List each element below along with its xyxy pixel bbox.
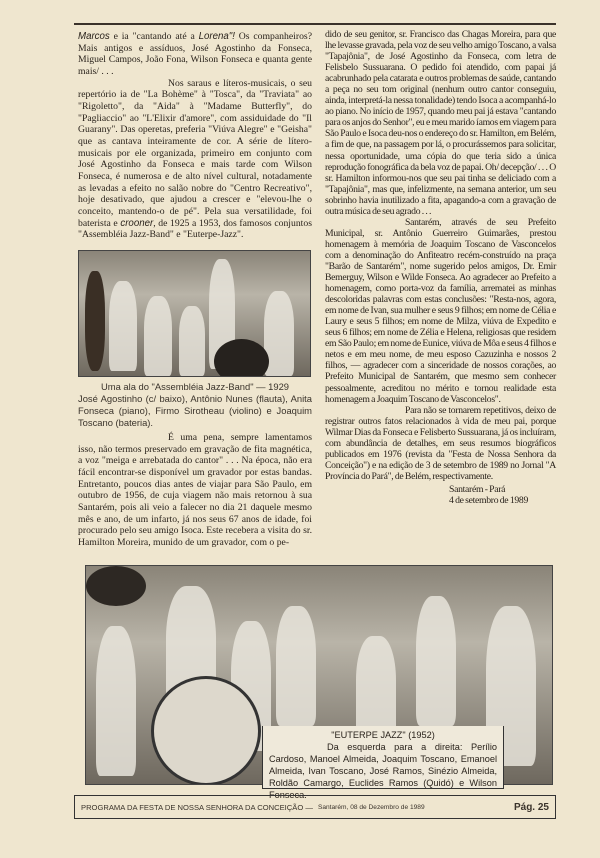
- signature-date: 4 de setembro de 1989: [449, 494, 529, 506]
- text: e ia "cantando até a: [109, 31, 199, 42]
- footer-date: Santarém, 08 de Dezembro de 1989: [317, 803, 425, 811]
- paragraph-1: dido de seu genitor, sr. Francisco das Chagas Moreira, para que lhe levasse gravada, pela voz de seu velho amigo Toscano, a valsa "Tapajônia", de José Agostinho da Fonseca, com letra de Felisbelo Sussuarana. O pedido foi atendido, com papai já acabrunhado pela catarata e outros problemas de saúde, cantando a peça no seu tom original (nenhum outro cantor conseguiu, ainda, interpretá-la nessa tonalidade) tendo Isoca a acompanhá-lo ao piano. No início de 1957, quando meu pai já estava "cantando para os anjos do Senhor", eu e meu marido íamos em viagem para São Paulo e Isoca deu-nos o endereço do sr. Hamilton, em Belém, a fim de que, na passagem por lá, o procurássemos para solicitar, nessa oportunidade, uma cópia do que teria sido a única reprodução fonográfica da bela voz de papai. Oh/ decepção/ . . . O sr. Hamilton informou-nos que seu pai tinha se deliciado com a "Tapajônia", mas que, infelizmente, na semana anterior, um seu sobrinho havia inutilizado a fita, apagando-a com a gravação de outra música de seu agrado . . .: [325, 29, 556, 217]
- caption-title: Uma ala do "Assembléia Jazz-Band" — 1929: [101, 381, 289, 392]
- italic-text: crooner: [120, 217, 154, 229]
- page-number: Pág. 25: [513, 801, 549, 813]
- left-column-continued: [78, 432, 312, 549]
- signature-place: Santarém - Pará: [449, 483, 506, 495]
- caption-body: Da esquerda para a direita: Perílio Cardoso, Manoel Almeida, Joaquim Toscano, Emanoel Almeida, Ivan Toscano, José Ramos, Sinézio Almeida, Roldão Camargo, Euclides Ramos (Quidó) e Wilson Fonseca.: [269, 742, 497, 800]
- photo2-caption: [262, 726, 504, 800]
- text: Os companheiros? Mais antigos e assíduos, José Agostinho da Fonseca, Miguel Campos, João Fona, Wilson Fonseca e quanta gente mais/ . . .: [78, 31, 312, 77]
- paragraph-2: Santarém, através de seu Prefeito Municipal, sr. Antônio Guerreiro Guimarães, prestou homenagem à memória de Joaquim Toscano de Vasconcelos com a denominação do Anfiteatro recém-construído na praça "Barão de Santarém", nome sugerido pelos amigos, Dr. Emir Bemerguy, Wilson e Wilde Fonseca. Ao agradecer ao Prefeito a homenagem, como porta-voz da família, arrematei as minhas descoloridas palavras com estas conclusões: "Resta-nos, agora, em nome de Ivan, sua mulher e seus 9 filhos; em nome de Célia e Laury e seus 5 filhos; em nome de Milza, viúva de Expedito e seus 6 filhos; em nome de Zélia e Helena, religiosas que residem em São Paulo; em nome de Eunice, viúva de Môa e seus 4 filhos e netos e em meu nome, de meu esposo Cazuzinha e nossos 2 filhos, — agradecer com a sinceridade de nossos corações, ao Prefeito Municipal de Santarém, que mesmo sem conhecer pessoalmente, acreditou no mérito e tornou realidade esta homenagem a Joaquim Toscano de Vasconcelos".: [325, 216, 556, 405]
- photo1-caption: [78, 381, 312, 429]
- caption-title: "EUTERPE JAZZ" (1952): [331, 730, 435, 740]
- paragraph-3: É uma pena, sempre lamentamos isso, não termos preservado em gravação de fita magnética, a voz "meiga e arrebatada do cantor" . . . Na época, não era fácil encontrar-se disponível um gravador por estas bandas. Entretanto, poucos dias antes de viajar para São Paulo, em outubro de 1956, de cuja viagem não mais retornou à sua Santarém, pois ali veio a falecer no dia 21 daquele mesmo mês e ano, de um infarto, já nos seus 67 anos de idade, foi procurado pelo seu amigo Isoca. Este recebera a visita do sr. Hamilton Moreira, munido de um gravador, com o pe-: [78, 432, 312, 548]
- top-rule: [74, 23, 556, 25]
- italic-text: Lorena"!: [198, 31, 235, 42]
- text: , de 1925 a 1953, dos famosos conjuntos "Assembléia Jazz-Band" e "Euterpe-Jazz".: [78, 217, 312, 241]
- page-footer: [74, 795, 556, 819]
- right-column: [325, 29, 556, 506]
- paragraph-1: [78, 31, 312, 78]
- italic-text: Marcos: [78, 31, 110, 42]
- caption-body: José Agostinho (c/ baixo), Antônio Nunes (flauta), Anita Fonseca (piano), Firmo Sirotheau (violino) e Joaquim Toscano (bateria).: [78, 393, 312, 428]
- paragraph-2: [78, 78, 312, 241]
- paragraph-3: Para não se tornarem repetitivos, deixo de registrar outros fatos relacionados à vida de meu pai, porque Wilmar Dias da Fonseca e Felisberto Sussuarana, já os incluíram, com abundância de detalhes, em seus resumos biográficos publicados em 1976 (revista da "Festa de Nossa Senhora da Conceição") e na edição de 3 de setembro de 1989 no Jornal "A Província do Pará", de Belém, respectivamente.: [325, 404, 556, 482]
- left-column: [78, 31, 312, 241]
- text: Nos saraus e líteros-musicais, o seu repertório ia de "La Bohème" à "Tosca", da "Traviata" ao "Rigoletto", da "Aida" à "Madame Butterfly", do "Pagliaccio" ao "L'Elixir d'amore", com assiduidade do "Il Guarany". Das operetas, preferia "Viúva Alegre" e "Geisha" que as cantava inteiramente de cor. A série de lítero-musicais por ele organizada, primeiro em conjunto com José Agostinho da Fonseca e mais tarde com Wilson Fonseca, é numerosa e de alto nível cultural, notadamente as levadas a efeito no salão nobre do "Centro Recreativo", hoje desativado, que ajudou a crescer e "elevou-lhe o conceito, mantendo-o de pé". Pela sua versatilidade, foi baterista e: [78, 77, 312, 229]
- assembleia-jazz-band-photo: [78, 250, 311, 377]
- footer-program: PROGRAMA DA FESTA DE NOSSA SENHORA DA CONCEIÇÃO —: [81, 802, 313, 812]
